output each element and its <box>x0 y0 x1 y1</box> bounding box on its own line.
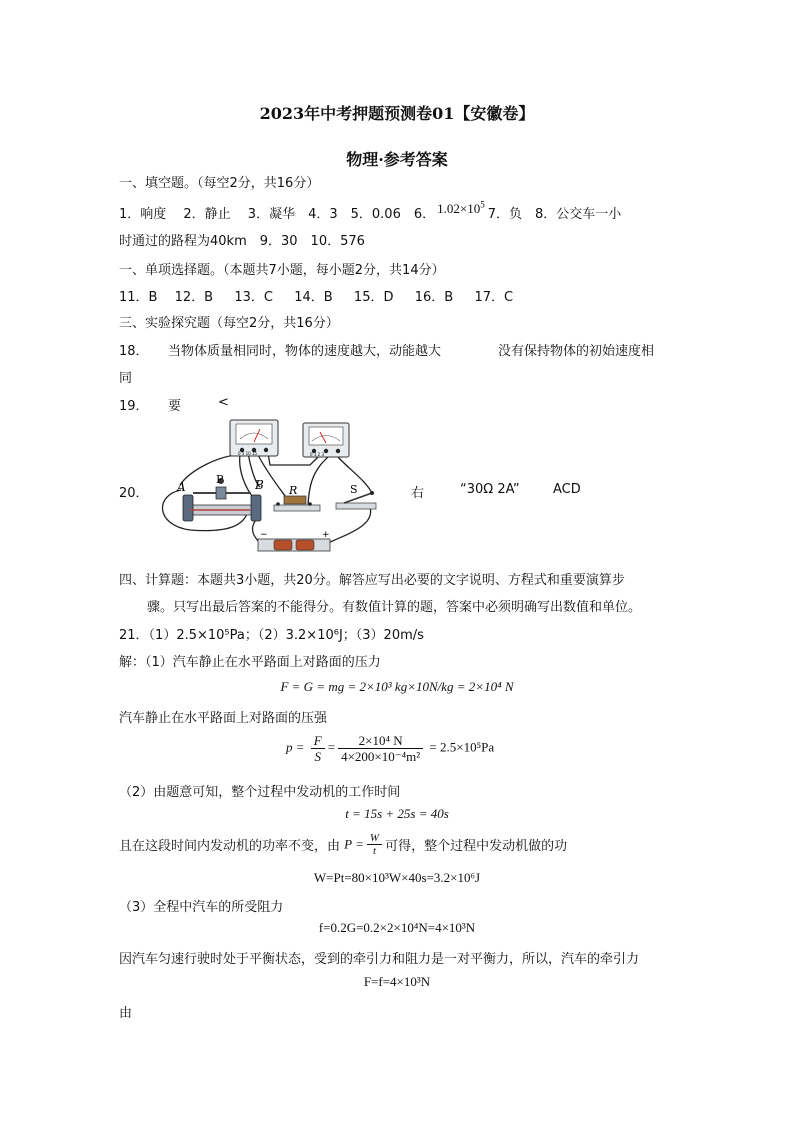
equation-3: t = 15s + 25s = 40s <box>345 806 449 821</box>
meter2-scale: 0 1 2 3 <box>310 452 324 457</box>
q18-answer-b: 没有保持物体的初始速度相 <box>498 344 655 359</box>
eq2-f1-den: S <box>314 749 321 764</box>
section4-header-cont: 骤。只写出最后答案的不能得分。有数值计算的题，答案中必须明确写出数值和单位。 <box>147 600 642 615</box>
rheostat-label-p: P <box>216 473 224 486</box>
q19-number: 19． <box>119 399 149 414</box>
switch-label: S <box>350 483 358 496</box>
equation-6: F=f=4×10³N <box>363 974 431 989</box>
battery <box>258 530 330 551</box>
eq2-f2-den: 4×200×10⁻⁴m² <box>341 749 421 764</box>
sol4-num: W <box>367 832 382 845</box>
section3-header: 三、实验探究题（每空2分，共16分） <box>119 316 339 331</box>
q18-answer-a: 当物体质量相同时，物体的速度越大，动能越大 <box>168 344 442 359</box>
section2-header: 一、单项选择题。（本题共7小题，每小题2分，共14分） <box>119 263 445 278</box>
s1-line1-end: 7．负 8．公交车一小 <box>487 207 622 222</box>
sol4-text-a: 且在这段时间内发动机的功率不变，由 <box>119 839 341 854</box>
solution-line3: （2）由题意可知，整个过程中发动机的工作时间 <box>119 785 401 800</box>
q18-number: 18． <box>119 344 149 359</box>
eq2-fraction-1 <box>311 733 325 764</box>
eq2-lhs: p = <box>286 739 305 755</box>
q19-answer-b: < <box>218 395 229 410</box>
section1-header: 一、填空题。（每空2分，共16分） <box>119 176 320 191</box>
s1-sci-number <box>437 201 485 216</box>
eq2-fraction-2 <box>338 733 423 764</box>
q20-number: 20． <box>119 486 149 501</box>
eq2-f1-num: F <box>311 733 325 749</box>
q20-answer-b: “30Ω 2A” <box>460 482 520 497</box>
solution-line1: 解：（1）汽车静止在水平路面上对路面的压力 <box>119 655 381 670</box>
s1-line1-text: 1．响度 2．静止 3．凝华 4．3 5．0.06 6． <box>119 207 436 222</box>
battery-plus: + <box>322 530 330 540</box>
s1-sci-exp: 5 <box>480 199 485 210</box>
page-title: 2023年中考押题预测卷01【安徽卷】 <box>259 104 535 123</box>
meter1-scale: 0 5 10 15 <box>238 451 258 456</box>
battery-minus: − <box>260 530 268 540</box>
eq2-f2-num: 2×10⁴ N <box>338 733 423 749</box>
eq2-rhs: = 2.5×10⁵Pa <box>429 739 495 755</box>
section4-header: 四、计算题：本题共3小题，共20分。解答应写出必要的文字说明、方程式和重要演算步 <box>119 573 625 588</box>
section1-line1 <box>119 199 622 222</box>
sol4-den: t <box>372 845 376 857</box>
q19-answer-a: 要 <box>168 399 182 414</box>
equation-4: W=Pt=80×10³W×40s=3.2×10⁶J <box>313 870 481 885</box>
sol4-p: P = <box>344 836 364 852</box>
q20-answer-a: 右 <box>411 486 425 501</box>
page-subtitle: 物理·参考答案 <box>346 150 448 169</box>
section1-line2: 时通过的路程为40km 9．30 10．576 <box>119 234 365 249</box>
resistor <box>274 484 320 511</box>
equation-5: f=0.2G=0.2×2×10⁴N=4×10³N <box>318 920 476 935</box>
q20-answer-c: ACD <box>553 482 581 497</box>
solution-line7: 由 <box>119 1006 133 1021</box>
section2-answers: 11．B 12．B 13．C 14．B 15．D 16．B 17．C <box>119 290 514 305</box>
solution-line2: 汽车静止在水平路面上对路面的压强 <box>119 711 328 726</box>
meter-2 <box>303 423 349 457</box>
sol4-text-b: 可得，整个过程中发动机做的功 <box>385 839 568 854</box>
rheostat-label-a: A <box>177 480 186 494</box>
equation-2: p = $\frac{F}{S}$ = $\frac{\text{2×10⁴ N}}{\text{4×200×10⁻⁴m²}}$ = 2.5×10⁵Pa <box>286 733 495 764</box>
meter-1 <box>230 420 278 456</box>
circuit-diagram <box>150 415 395 560</box>
s1-sci-base: 1.02×10 <box>437 201 481 216</box>
solution-line5: （3）全程中汽车的所受阻力 <box>119 900 284 915</box>
q21-answer: 21．（1）2.5×10⁵Pa；（2）3.2×10⁶J；（3）20m/s <box>119 628 424 643</box>
solution-line6: 因汽车匀速行驶时处于平衡状态，受到的牵引力和阻力是一对平衡力，所以，汽车的牵引力 <box>119 952 640 967</box>
q18-answer-c: 同 <box>119 371 133 386</box>
equation-1: F = G = mg = 2×10³ kg×10N/kg = 2×10⁴ N <box>280 679 514 694</box>
rheostat-label-b: B <box>255 478 264 492</box>
rheostat <box>176 473 264 521</box>
resistor-label: R <box>289 484 298 497</box>
switch <box>336 483 376 509</box>
solution-line4 <box>119 832 567 857</box>
sol4-fraction <box>367 832 382 857</box>
